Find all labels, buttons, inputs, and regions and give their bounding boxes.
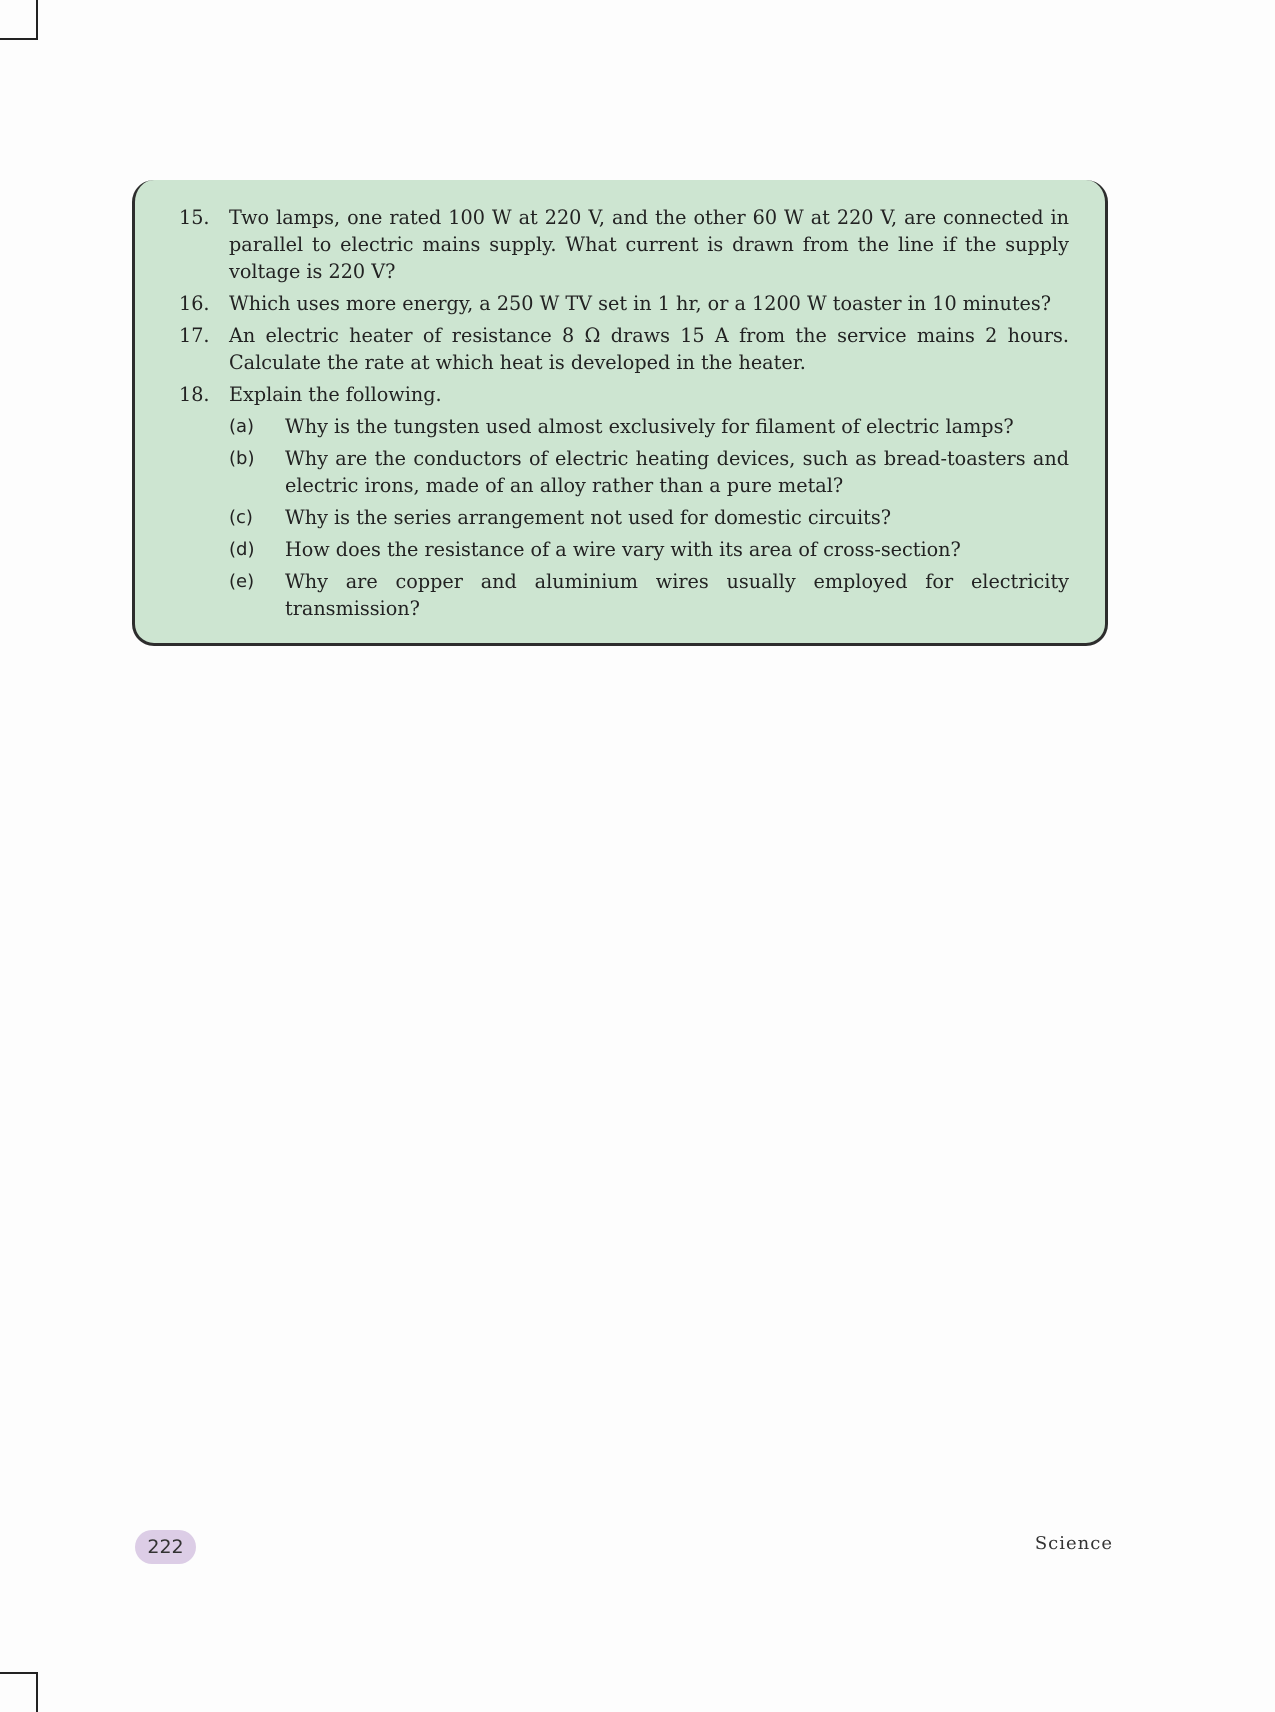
sub-question-item — [229, 504, 1069, 531]
sub-question-text: Why is the series arrangement not used for domestic circuits? — [285, 506, 892, 529]
page-number: 222 — [135, 1530, 196, 1564]
question-item — [179, 290, 1069, 317]
sub-question-text: Why are copper and aluminium wires usually employed for electricity transmission? — [285, 570, 1069, 620]
sub-question-item — [229, 536, 1069, 563]
question-number: 17. — [179, 324, 210, 347]
sub-question-item — [229, 445, 1069, 499]
sub-question-label: (b) — [229, 448, 255, 469]
sub-question-list — [179, 413, 1069, 622]
question-text: Explain the following. — [229, 383, 442, 406]
question-text: Which uses more energy, a 250 W TV set in 1 hr, or a 1200 W toaster in 10 minutes? — [229, 292, 1052, 315]
question-text: Two lamps, one rated 100 W at 220 V, and the other 60 W at 220 V, are connected in parallel to electric mains supply. What current is drawn from the line if the supply voltage is 220 V? — [229, 206, 1069, 283]
sub-question-text: Why are the conductors of electric heating devices, such as bread-toasters and electric irons, made of an alloy rather than a pure metal? — [285, 447, 1069, 497]
question-number: 18. — [179, 383, 210, 406]
crop-mark-bottom — [0, 1672, 38, 1712]
sub-question-label: (c) — [229, 507, 253, 528]
book-title: Science — [1034, 1533, 1113, 1554]
sub-question-item — [229, 413, 1069, 440]
sub-question-label: (d) — [229, 539, 255, 560]
question-item — [179, 204, 1069, 285]
sub-question-label: (a) — [229, 416, 255, 437]
sub-question-item — [229, 568, 1069, 622]
question-text: An electric heater of resistance 8 Ω draws 15 A from the service mains 2 hours. Calculate the rate at which heat is developed in the heater. — [229, 324, 1069, 374]
sub-question-label: (e) — [229, 571, 255, 592]
sub-question-text: Why is the tungsten used almost exclusively for filament of electric lamps? — [285, 415, 1014, 438]
question-number: 16. — [179, 292, 210, 315]
crop-mark-top — [0, 0, 38, 40]
sub-question-text: How does the resistance of a wire vary with its area of cross-section? — [285, 538, 961, 561]
question-list — [179, 204, 1069, 408]
question-item — [179, 381, 1069, 408]
exercise-box — [132, 180, 1108, 646]
question-number: 15. — [179, 206, 210, 229]
question-item — [179, 322, 1069, 376]
